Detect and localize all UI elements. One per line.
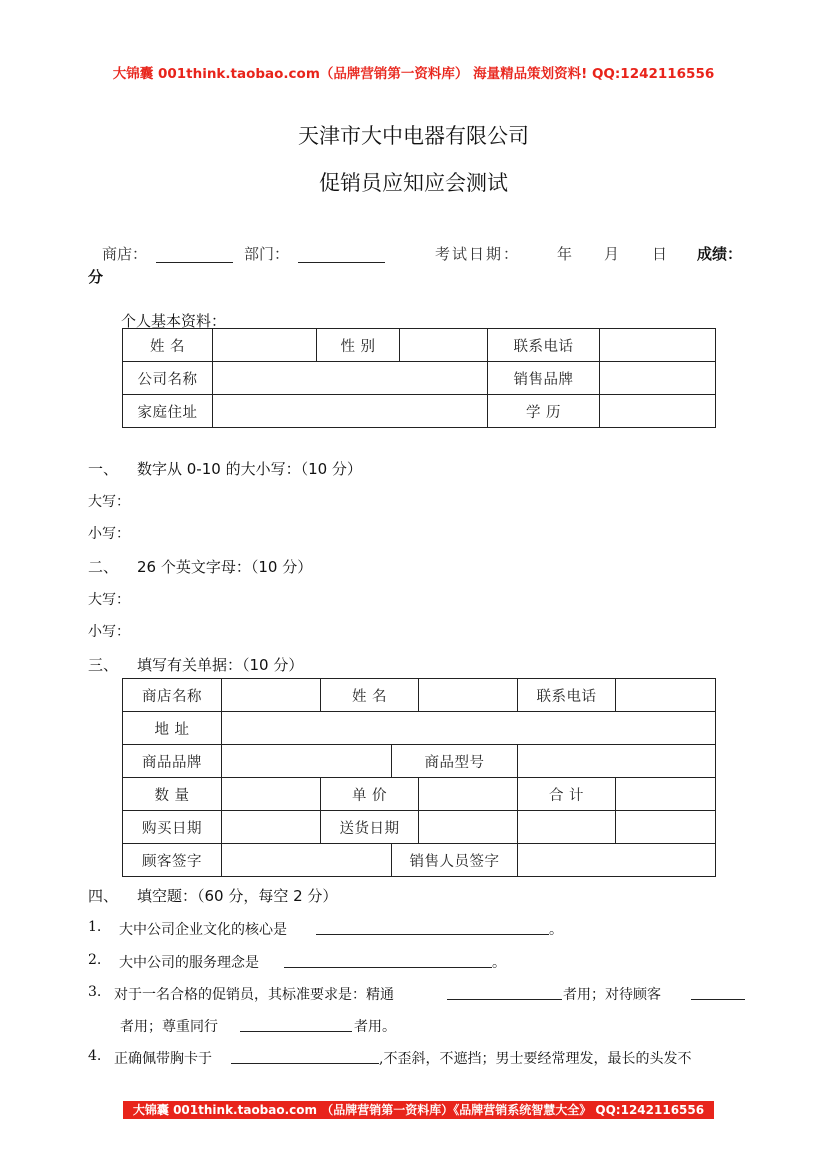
q1-num: 1. — [88, 919, 102, 935]
test-title: 促销员应知应会测试 — [319, 171, 508, 195]
store-name-label: 商店名称 — [123, 679, 222, 712]
q1-blank[interactable] — [316, 919, 549, 939]
brand-cell[interactable] — [600, 362, 716, 395]
month-label: 月 — [604, 245, 620, 263]
unit-price-cell[interactable] — [419, 778, 518, 811]
section4-num: 四、 — [88, 887, 119, 905]
product-brand-label: 商品品牌 — [123, 745, 222, 778]
address-label: 家庭住址 — [123, 395, 213, 428]
name-cell[interactable] — [213, 329, 317, 362]
sales-sign-cell[interactable] — [518, 844, 716, 877]
unit-price-label: 单 价 — [321, 778, 419, 811]
day-label: 日 — [652, 245, 668, 263]
section2-lower: 小写： — [88, 624, 130, 640]
education-label: 学 历 — [488, 395, 600, 428]
delivery-extra-cell[interactable] — [518, 811, 616, 844]
section1-title: 数字从 0-10 的大小写：（10 分） — [137, 460, 362, 478]
product-brand-cell[interactable] — [222, 745, 392, 778]
purchase-date-cell[interactable] — [222, 811, 321, 844]
q4-text-b: ,不歪斜，不遮挡；男士要经常理发，最长的头发不 — [379, 1051, 692, 1067]
customer-sign-label: 顾客签字 — [123, 844, 222, 877]
q2-blank[interactable] — [284, 952, 492, 972]
q3-blank-2[interactable] — [691, 984, 745, 1004]
phone-label: 联系电话 — [488, 329, 600, 362]
education-cell[interactable] — [600, 395, 716, 428]
header-banner[interactable]: 大锦囊 001think.taobao.com（品牌营销第一资料库） 海量精品策划资料! QQ:1242116556 — [112, 66, 715, 82]
address-cell[interactable] — [213, 395, 488, 428]
section1-upper: 大写： — [88, 494, 130, 510]
dept-label: 部门： — [244, 245, 290, 263]
store-blank[interactable] — [156, 247, 233, 267]
gender-label: 性 别 — [317, 329, 400, 362]
q3-num: 3. — [88, 984, 102, 1000]
q3-text-c: 者用；尊重同行 — [120, 1019, 218, 1035]
score-label: 成绩： — [697, 245, 743, 263]
quantity-label: 数 量 — [123, 778, 222, 811]
year-label: 年 — [557, 245, 573, 263]
store-label: 商店： — [102, 245, 148, 263]
receipt-address-cell[interactable] — [222, 712, 716, 745]
contact-phone-label: 联系电话 — [518, 679, 616, 712]
personal-heading: 个人基本资料： — [121, 312, 227, 330]
buyer-name-label: 姓 名 — [321, 679, 419, 712]
total-cell[interactable] — [616, 778, 716, 811]
customer-sign-cell[interactable] — [222, 844, 392, 877]
dept-blank[interactable] — [298, 247, 385, 267]
section1-num: 一、 — [88, 460, 119, 478]
section2-upper: 大写： — [88, 592, 130, 608]
total-label: 合 计 — [518, 778, 616, 811]
score-unit: 分 — [88, 268, 104, 286]
quantity-cell[interactable] — [222, 778, 321, 811]
company-cell[interactable] — [213, 362, 488, 395]
section2-title: 26 个英文字母：（10 分） — [137, 558, 313, 576]
section4-title: 填空题：（60 分，每空 2 分） — [137, 887, 338, 905]
section2-num: 二、 — [88, 558, 119, 576]
q3-text-d: 者用。 — [354, 1019, 396, 1035]
q3-blank-1[interactable] — [447, 984, 562, 1004]
q4-text: 正确佩带胸卡于 — [114, 1051, 212, 1067]
footer-banner[interactable]: 大锦囊 001think.taobao.com （品牌营销第一资料库）《品牌营销系统智慧大全》 QQ:1242116556 — [123, 1101, 714, 1119]
product-model-cell[interactable] — [518, 745, 716, 778]
buyer-name-cell[interactable] — [419, 679, 518, 712]
product-model-label: 商品型号 — [392, 745, 518, 778]
section1-lower: 小写： — [88, 526, 130, 542]
purchase-date-label: 购买日期 — [123, 811, 222, 844]
section3-title: 填写有关单据：（10 分） — [137, 656, 304, 674]
q4-blank[interactable] — [231, 1048, 379, 1068]
phone-cell[interactable] — [600, 329, 716, 362]
exam-date-label: 考试日期： — [435, 245, 521, 263]
delivery-date-label: 送货日期 — [321, 811, 419, 844]
q3-text: 对于一名合格的促销员，其标准要求是：精通 — [114, 987, 394, 1003]
name-label: 姓 名 — [123, 329, 213, 362]
company-label: 公司名称 — [123, 362, 213, 395]
receipt-table — [122, 678, 716, 877]
contact-phone-cell[interactable] — [616, 679, 716, 712]
delivery-extra-cell-2[interactable] — [616, 811, 716, 844]
sales-sign-label: 销售人员签字 — [392, 844, 518, 877]
company-title: 天津市大中电器有限公司 — [298, 124, 529, 148]
personal-info-table — [122, 328, 716, 428]
q2-text: 大中公司的服务理念是 — [119, 955, 259, 971]
q3-text-b: 者用；对待顾客 — [563, 987, 661, 1003]
delivery-date-cell[interactable] — [419, 811, 518, 844]
brand-label: 销售品牌 — [488, 362, 600, 395]
q3-blank-3[interactable] — [240, 1016, 352, 1036]
q1-end: 。 — [549, 922, 563, 938]
q4-num: 4. — [88, 1048, 102, 1064]
q2-end: 。 — [492, 955, 506, 971]
store-name-cell[interactable] — [222, 679, 321, 712]
q1-text: 大中公司企业文化的核心是 — [119, 922, 287, 938]
receipt-address-label: 地 址 — [123, 712, 222, 745]
section3-num: 三、 — [88, 656, 119, 674]
gender-cell[interactable] — [400, 329, 488, 362]
q2-num: 2. — [88, 952, 102, 968]
